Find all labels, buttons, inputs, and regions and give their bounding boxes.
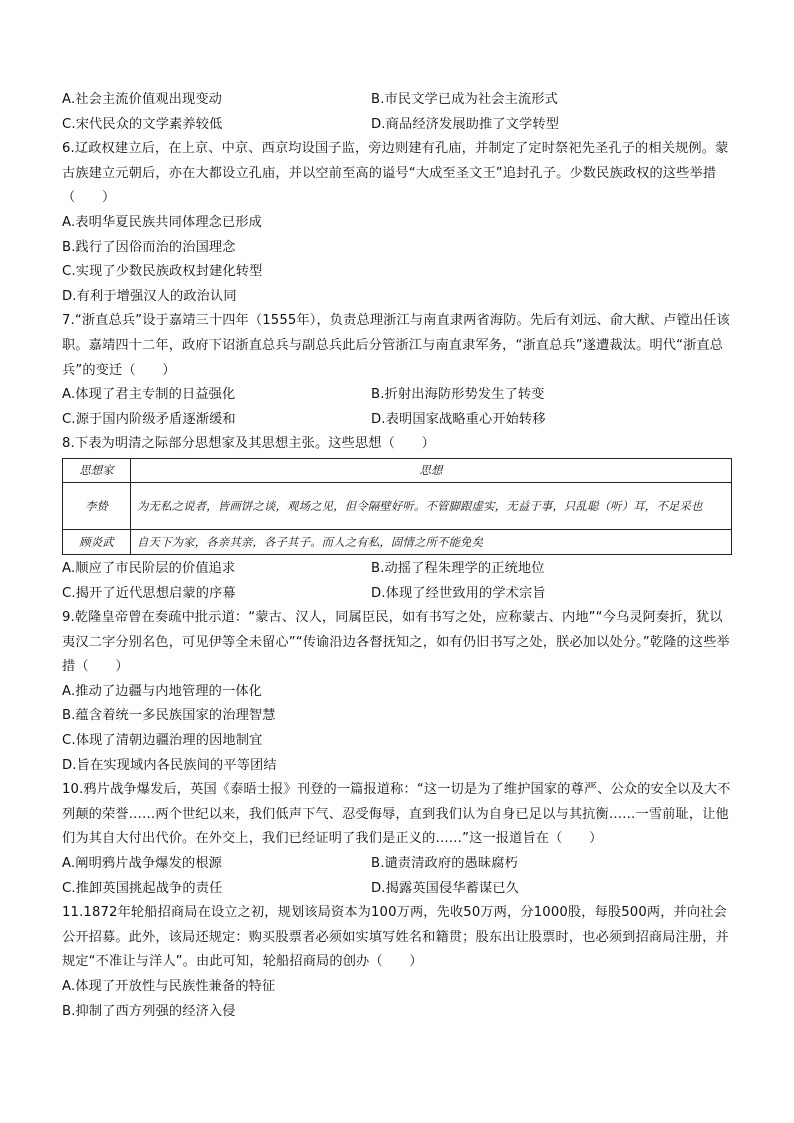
q5-option-a: A.社会主流价值观出现变动 [62, 92, 222, 107]
q9-option-d: D.旨在实现域内各民族间的平等团结 [62, 757, 277, 773]
table-header-thought: 思想 [131, 458, 732, 482]
q10-stem: 10.鸦片战争爆发后，英国《泰晤士报》刊登的一篇报道称：“这一切是为了维护国家的尊严、公众的安全以及大不列颠的荣誉……两个世纪以来，我们低声下气、忍受侮辱，直到我们认为自身已足以与其抗衡……一雪前耻，让他们为其自大付出代价。在外交上，我们已经证明了我们是正义的……”这一报道旨在（ ） [62, 782, 731, 847]
q10-options-row-2 [62, 877, 732, 902]
q5-option-d: D.商品经济发展助推了文学转型 [371, 116, 560, 132]
q11-stem: 11.1872年轮船招商局在设立之初，规划该局资本为100万两，先收50万两，分1000股，每股500两，并向社会公开招募。此外，该局还规定：购买股票者必须如实填写姓名和籍贯；股东出让股票时，也必须到招商局注册，并规定“不准让与洋人”。由此可知，轮船招商局的创办（ ） [62, 905, 729, 970]
q8-option-a: A.顺应了市民阶层的价值追求 [62, 560, 236, 576]
q6-option-b: B.践行了因俗而治的治国理念 [62, 239, 236, 255]
q10-option-c: C.推卸英国挑起战争的责任 [62, 880, 223, 896]
q9-option-b: B.蕴含着统一多民族国家的治理智慧 [62, 708, 276, 724]
q6-option-a: A.表明华夏民族共同体理念已形成 [62, 214, 263, 230]
q7-options-row-2 [62, 408, 732, 433]
q8-option-d: D.体现了经世致用的学术宗旨 [371, 585, 546, 601]
q6-option-d: D.有利于增强汉人的政治认同 [62, 288, 237, 304]
q8-option-c: C.揭开了近代思想启蒙的序幕 [62, 585, 236, 601]
table-cell-thought: 为无私之说者，皆画饼之谈，观场之见，但令隔壁好听。不管脚跟虚实，无益于事，只乱聪（听）耳，不足采也 [131, 482, 732, 529]
q10-options-row-1 [62, 852, 732, 877]
q5-options-row-2 [62, 113, 732, 138]
table-cell-thinker: 李贽 [63, 482, 131, 529]
table-cell-thought: 自天下为家，各亲其亲，各子其子。而人之有私，固情之所不能免矣 [131, 529, 732, 554]
q7-option-a: A.体现了君主专制的日益强化 [62, 387, 236, 403]
q7-option-c: C.源于国内阶级矛盾逐渐缓和 [62, 411, 236, 427]
q10-option-a: A.阐明鸦片战争爆发的根源 [62, 856, 222, 872]
q8-options-row-2 [62, 582, 732, 607]
q10-option-b: B.谴责清政府的愚昧腐朽 [371, 856, 518, 872]
q9-option-c: C.体现了清朝边疆治理的因地制宜 [62, 733, 263, 749]
q11-option-a: A.体现了开放性与民族性兼备的特征 [62, 979, 276, 994]
q10-option-d: D.揭露英国侵华蓄谋已久 [371, 880, 520, 896]
table-cell-thinker: 顾炎武 [63, 529, 131, 554]
q5-options-row-1 [62, 88, 732, 113]
q8-option-b: B.动摇了程朱理学的正统地位 [371, 560, 545, 576]
q7-option-d: D.表明国家战略重心开始转移 [371, 411, 546, 427]
table-row [63, 482, 732, 529]
q11-option-b: B.抑制了西方列强的经济入侵 [62, 1003, 236, 1019]
q5-option-b: B.市民文学已成为社会主流形式 [371, 92, 558, 107]
q7-stem: 7.“浙直总兵”设于嘉靖三十四年（1555年），负责总理浙江与南直隶两省海防。先后有刘远、俞大猷、卢镗出任该职。嘉靖四十二年，政府下诏浙直总兵与副总兵此后分管浙江与南直隶军务，“浙直总兵”遂遭裁汰。明代“浙直总兵”的变迁（ ） [62, 313, 730, 378]
exam-page [62, 88, 732, 1024]
q6-stem: 6.辽政权建立后，在上京、中京、西京均设国子监，旁边则建有孔庙，并制定了定时祭祀先圣孔子的相关规例。蒙古族建立元朝后，亦在大都设立孔庙，并以空前至高的谥号“大成至圣文王”追封孔子。少数民族政权的这些举措（ ） [62, 141, 729, 206]
q6-option-c: C.实现了少数民族政权封建化转型 [62, 264, 263, 280]
table-header-thinker: 思想家 [63, 458, 131, 482]
q8-options-row-1 [62, 557, 732, 582]
table-row [63, 529, 732, 554]
thinkers-table [62, 458, 732, 555]
table-header-row [63, 458, 732, 482]
q5-option-c: C.宋代民众的文学素养较低 [62, 116, 223, 132]
q7-option-b: B.折射出海防形势发生了转变 [371, 387, 545, 403]
q8-stem: 8.下表为明清之际部分思想家及其思想主张。这些思想（ ） [62, 436, 435, 452]
q7-options-row-1 [62, 383, 732, 408]
q9-option-a: A.推动了边疆与内地管理的一体化 [62, 683, 263, 699]
q9-stem: 9.乾隆皇帝曾在奏疏中批示道：“蒙古、汉人，同属臣民，如有书写之处，应称蒙古、内地”“今乌灵阿奏折，犹以夷汉二字分别名色，可见伊等全未留心”“传谕沿边各督抚知之，如有仍旧书写之处，朕必加以处分。”乾隆的这些举措（ ） [62, 610, 730, 675]
